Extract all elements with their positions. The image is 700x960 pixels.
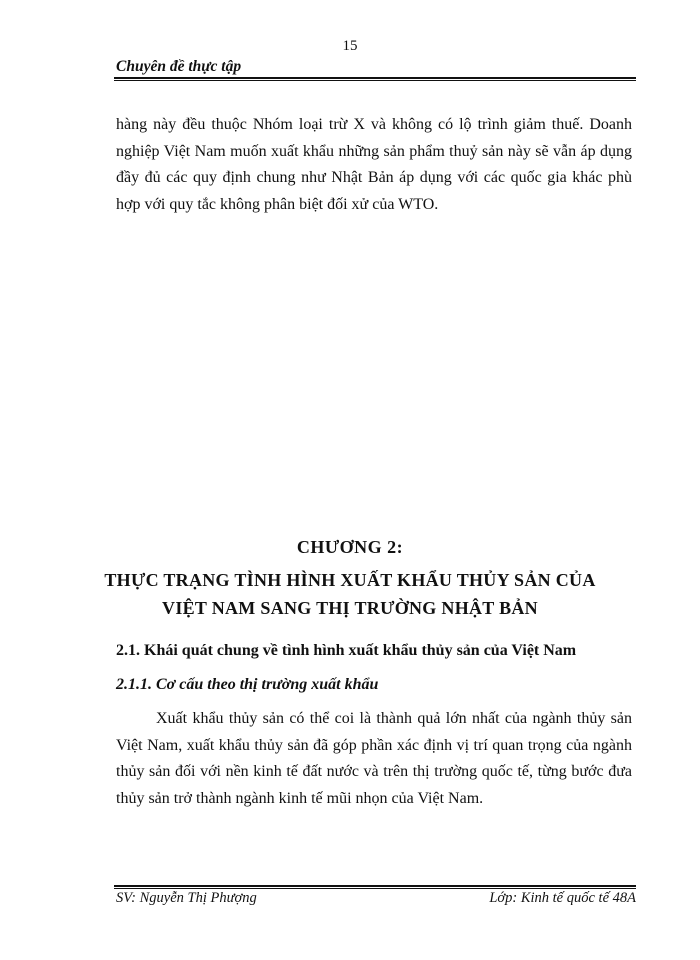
intro-paragraph: hàng này đều thuộc Nhóm loại trừ X và không có lộ trình giảm thuế. Doanh nghiệp Việt Nam muốn xuất khẩu những sản phẩm thuỷ sản này sẽ vẫn áp dụng đầy đủ các quy định chung như Nhật Bản áp dụng với các quốc gia khác phù hợp với quy tắc không phân biệt đối xử của WTO. [116,116,632,213]
page-number: 15 [342,38,358,54]
header-rule [114,77,636,79]
chapter-label: CHƯƠNG 2: [296,537,404,557]
chapter-title [0,566,700,622]
footer-student: SV: Nguyễn Thị Phượng [116,890,257,906]
chapter-title-line-1: THỰC TRẠNG TÌNH HÌNH XUẤT KHẨU THỦY SẢN CỦA [104,570,596,590]
header-title: Chuyên đề thực tập [116,58,242,75]
chapter-title-line-2: VIỆT NAM SANG THỊ TRƯỜNG NHẬT BẢN [162,598,538,618]
footer-rule-thin [114,888,636,889]
section-heading: 2.1. Khái quát chung về tình hình xuất khẩu thủy sản của Việt Nam [116,642,577,659]
subsection-heading: 2.1.1. Cơ cấu theo thị trường xuất khẩu [116,676,379,693]
header-rule-thin [114,80,636,81]
footer-class: Lớp: Kinh tế quốc tế 48A [489,890,636,906]
footer-rule [114,885,636,887]
body-paragraph: Xuất khẩu thủy sản có thể coi là thành quả lớn nhất của ngành thủy sản Việt Nam, xuất khẩu thủy sản đã góp phần xác định vị trí quan trọng của ngành thủy sản đối với nền kinh tế đất nước và trên thị trường quốc tế, từng bước đưa thủy sản trở thành ngành kinh tế mũi nhọn của Việt Nam. [116,710,632,807]
